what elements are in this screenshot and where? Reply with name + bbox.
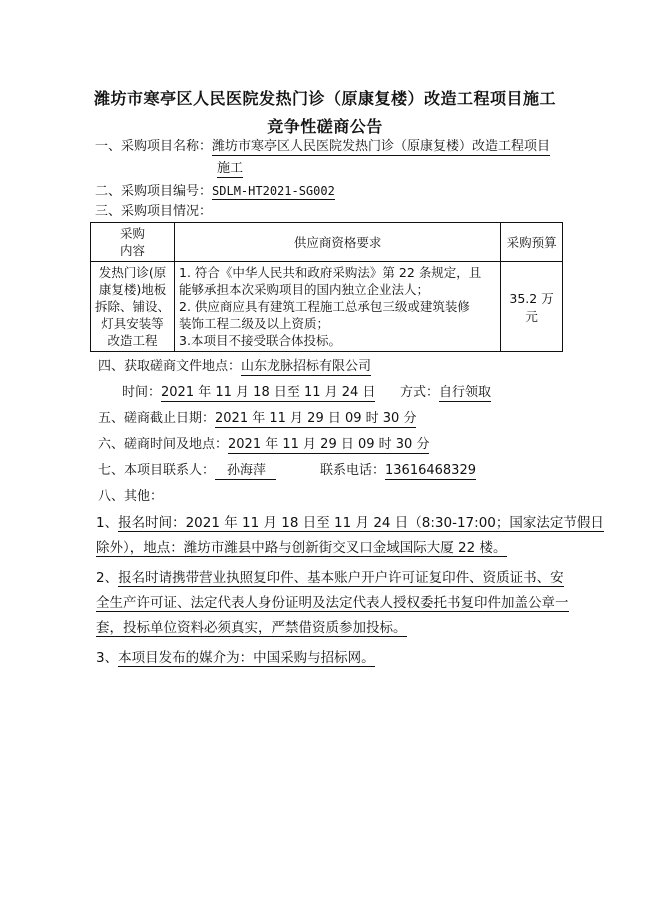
negotiation-time-row xyxy=(98,436,429,454)
document-location-label: 四、获取磋商文件地点： xyxy=(98,359,242,374)
header-requirements: 供应商资格要求 xyxy=(175,223,501,262)
project-number-row xyxy=(95,182,335,201)
document-method-label: 方式： xyxy=(400,385,440,400)
procurement-table xyxy=(90,222,563,352)
document-method-row xyxy=(400,384,491,402)
deadline-label: 五、磋商截止日期： xyxy=(98,411,216,426)
document-method-value: 自行领取 xyxy=(439,385,492,400)
registration-time-text: 报名时间：2021 年 11 月 18 日至 11 月 24 日（8:30-17:00；国家法定节假日 xyxy=(118,515,604,531)
document-time-label: 时间： xyxy=(122,385,162,400)
project-name-value-cont: 施工 xyxy=(217,161,244,176)
cell-content: 发热门诊(原 康复楼)地板 拆除、铺设、 灯具安装等 改造工程 xyxy=(91,262,175,352)
document-time-row xyxy=(122,384,375,402)
contact-row xyxy=(98,462,276,480)
table-header-row xyxy=(91,223,563,262)
phone-row xyxy=(320,462,476,480)
deadline-value: 2021 年 11 月 29 日 09 时 30 分 xyxy=(215,411,417,426)
cell-budget: 35.2 万元 xyxy=(501,262,563,352)
negotiation-time-label: 六、磋商时间及地点： xyxy=(98,437,229,452)
page-title: 潍坊市寒亭区人民医院发热门诊（原康复楼）改造工程项目施工 xyxy=(93,89,556,108)
project-number-value: SDLM-HT2021-SG002 xyxy=(212,184,335,198)
media-text: 本项目发布的媒介为：中国采购与招标网。 xyxy=(118,650,375,666)
project-number-label: 二、采购项目编号： xyxy=(95,184,213,199)
registration-location-text: 除外），地点：潍坊市潍县中路与创新街交叉口金域国际大厦 22 楼。 xyxy=(96,540,507,556)
negotiation-time-value: 2021 年 11 月 29 日 09 时 30 分 xyxy=(228,437,430,452)
procurement-details-heading: 三、采购项目情况： xyxy=(95,204,213,219)
header-content: 采购 内容 xyxy=(91,223,175,262)
other-heading: 八、其他： xyxy=(98,489,164,504)
other-item-2: 2、报名时请携带营业执照复印件、基本账户开户许可证复印件、资质证书、安 全生产许可证、法定代表人身份证明及法定代表人授权委托书复印件加盖公章一 套，投标单位资料必须真实，严禁借资质参加投标。 xyxy=(96,570,569,636)
project-name-label: 一、采购项目名称： xyxy=(95,139,213,154)
contact-value: 孙海萍 xyxy=(215,463,276,480)
phone-label: 联系电话： xyxy=(320,463,386,478)
registration-docs-line2: 全生产许可证、法定代表人身份证明及法定代表人授权委托书复印件加盖公章一 xyxy=(96,595,569,611)
page-subtitle: 竞争性磋商公告 xyxy=(267,117,383,136)
document-location-row xyxy=(98,358,371,376)
other-item-3: 3、本项目发布的媒介为：中国采购与招标网。 xyxy=(96,650,375,666)
project-name-continuation xyxy=(217,160,243,178)
document-location-value: 山东龙脉招标有限公司 xyxy=(241,359,372,374)
phone-value: 13616468329 xyxy=(385,463,476,478)
registration-docs-line1: 报名时请携带营业执照复印件、基本账户开户许可证复印件、资质证书、安 xyxy=(118,570,564,586)
registration-docs-line3: 套，投标单位资料必须真实，严禁借资质参加投标。 xyxy=(96,620,407,636)
cell-requirements: 1. 符合《中华人民共和政府采购法》第 22 条规定，且 能够承担本次采购项目的国内独立企业法人； 2. 供应商应具有建筑工程施工总承包三级或建筑装修 装饰工程二级及以上资质； 3.本项目不接受联合体投标。 xyxy=(175,262,501,352)
project-name-row xyxy=(95,138,550,156)
document-time-value: 2021 年 11 月 18 日至 11 月 24 日 xyxy=(161,385,376,400)
deadline-row xyxy=(98,410,416,428)
table-row xyxy=(91,262,563,352)
project-name-value: 潍坊市寒亭区人民医院发热门诊（原康复楼）改造工程项目 xyxy=(212,139,551,154)
contact-label: 七、本项目联系人： xyxy=(98,463,216,478)
other-item-1: 1、报名时间：2021 年 11 月 18 日至 11 月 24 日（8:30-17:00；国家法定节假日 除外），地点：潍坊市潍县中路与创新街交叉口金域国际大厦 22 楼。 xyxy=(96,515,604,556)
header-budget: 采购预算 xyxy=(501,223,563,262)
